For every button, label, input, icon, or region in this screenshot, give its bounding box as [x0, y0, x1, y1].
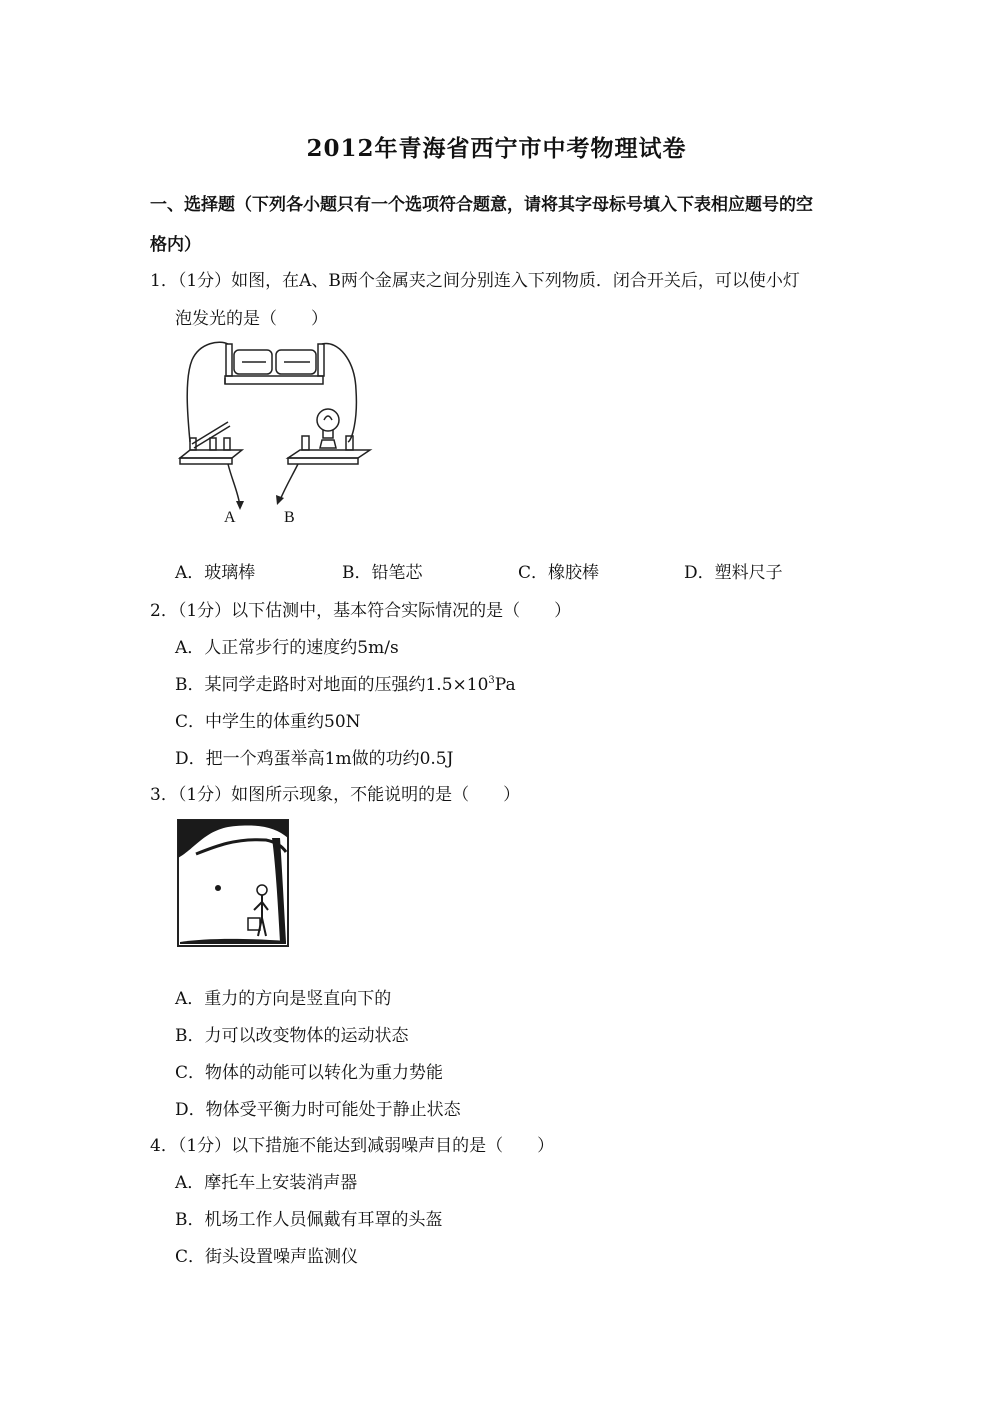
- q1-option-d: D．塑料尺子: [684, 563, 783, 583]
- question-1-stem-line2: 泡发光的是（ ）: [175, 309, 328, 329]
- q1-option-a: A．玻璃棒: [175, 563, 256, 583]
- question-1-stem-line1: 1．（1分）如图，在A、B两个金属夹之间分别连入下列物质．闭合开关后，可以使小灯: [150, 271, 800, 291]
- question-3-stem: 3．（1分）如图所示现象，不能说明的是（ ）: [150, 785, 521, 805]
- q1-option-b: B．铅笔芯: [342, 563, 423, 583]
- q3-option-d: D．物体受平衡力时可能处于静止状态: [175, 1100, 461, 1120]
- question-4-stem: 4．（1分）以下措施不能达到减弱噪声目的是（ ）: [150, 1136, 555, 1156]
- q1-option-c: C．橡胶棒: [518, 563, 600, 583]
- question-2-stem: 2．（1分）以下估测中，基本符合实际情况的是（ ）: [150, 601, 572, 621]
- q3-option-a: A．重力的方向是竖直向下的: [175, 989, 392, 1009]
- q2-option-a: A．人正常步行的速度约5m/s: [175, 638, 399, 658]
- figure-label-b: B: [284, 509, 295, 526]
- figure-label-a: A: [224, 509, 236, 526]
- q4-option-b: B．机场工作人员佩戴有耳罩的头盔: [175, 1210, 443, 1230]
- q3-option-c: C．物体的动能可以转化为重力势能: [175, 1063, 444, 1083]
- page-title: 2012年青海省西宁市中考物理试卷: [306, 135, 687, 162]
- q3-option-b: B．力可以改变物体的运动状态: [175, 1026, 409, 1046]
- circuit-figure: [170, 330, 390, 530]
- apple-falling-figure: [176, 818, 290, 948]
- q4-option-c: C．街头设置噪声监测仪: [175, 1247, 359, 1267]
- q4-option-a: A．摩托车上安装消声器: [175, 1173, 358, 1193]
- q2-option-b: B．某同学走路时对地面的压强约$1.5\times 10^3Pa$: [175, 675, 516, 695]
- q2-option-c: C．中学生的体重约50N: [175, 712, 361, 732]
- q2-option-d: D．把一个鸡蛋举高1m做的功约0.5J: [175, 749, 454, 769]
- section-heading-line1: 一、选择题（下列各小题只有一个选项符合题意，请将其字母标号填入下表相应题号的空: [150, 195, 813, 215]
- section-heading-line2: 格内）: [150, 235, 201, 255]
